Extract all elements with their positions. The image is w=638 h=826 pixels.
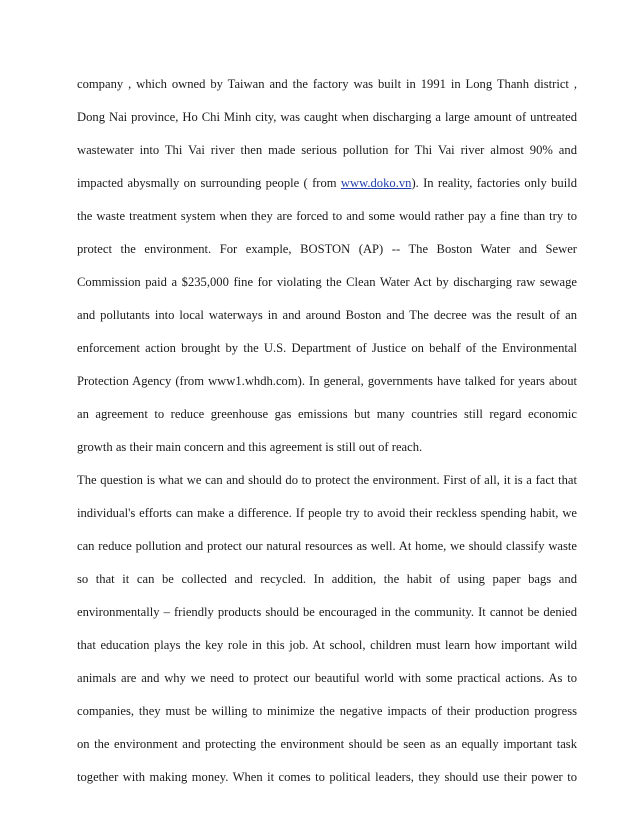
text-line: animals are and why we need to protect our beautiful world with some practical actions. As to [77,671,577,685]
text-line: Dong Nai province, Ho Chi Minh city, was caught when discharging a large amount of untreated [77,110,577,124]
text-line: individual's efforts can make a difference. If people try to avoid their reckless spending habit, we [77,506,577,520]
text-segment: ). In reality, factories only build [411,176,577,190]
text-line: that education plays the key role in this job. At school, children must learn how important wild [77,638,577,652]
text-line: Commission paid a $235,000 fine for violating the Clean Water Act by discharging raw sewage [77,275,577,289]
text-line: so that it can be collected and recycled. In addition, the habit of using paper bags and [77,572,577,586]
text-line: company , which owned by Taiwan and the factory was built in 1991 in Long Thanh district , [77,77,577,91]
text-segment: impacted abysmally on surrounding people ( from [77,176,341,190]
doko-link[interactable]: www.doko.vn [340,176,412,190]
text-line: wastewater into Thi Vai river then made serious pollution for Thi Vai river almost 90% and [77,143,577,157]
text-line: growth as their main concern and this agreement is still out of reach. [77,440,423,454]
text-line: an agreement to reduce greenhouse gas emissions but many countries still regard economic [77,407,577,421]
text-line: companies, they must be willing to minimize the negative impacts of their production progress [77,704,577,718]
text-line: the waste treatment system when they are forced to and some would rather pay a fine than try to [77,209,577,223]
text-line: on the environment and protecting the environment should be seen as an equally important task [77,737,577,751]
text-line: and pollutants into local waterways in and around Boston and The decree was the result of an [77,308,577,322]
text-line: protect the environment. For example, BOSTON (AP) -- The Boston Water and Sewer [77,242,577,256]
text-line: enforcement action brought by the U.S. Department of Justice on behalf of the Environmental [77,341,577,355]
text-line: Protection Agency (from www1.whdh.com). In general, governments have talked for years about [77,374,577,388]
text-line: can reduce pollution and protect our natural resources as well. At home, we should classify waste [77,539,577,553]
paragraph-2 [77,464,577,794]
paragraph-1 [77,68,577,464]
text-line-with-link [77,167,577,200]
text-line: environmentally – friendly products should be encouraged in the community. It cannot be denied [77,605,577,619]
text-line: together with making money. When it comes to political leaders, they should use their power to [77,770,577,784]
text-line: The question is what we can and should do to protect the environment. First of all, it is a fact that [77,473,577,487]
